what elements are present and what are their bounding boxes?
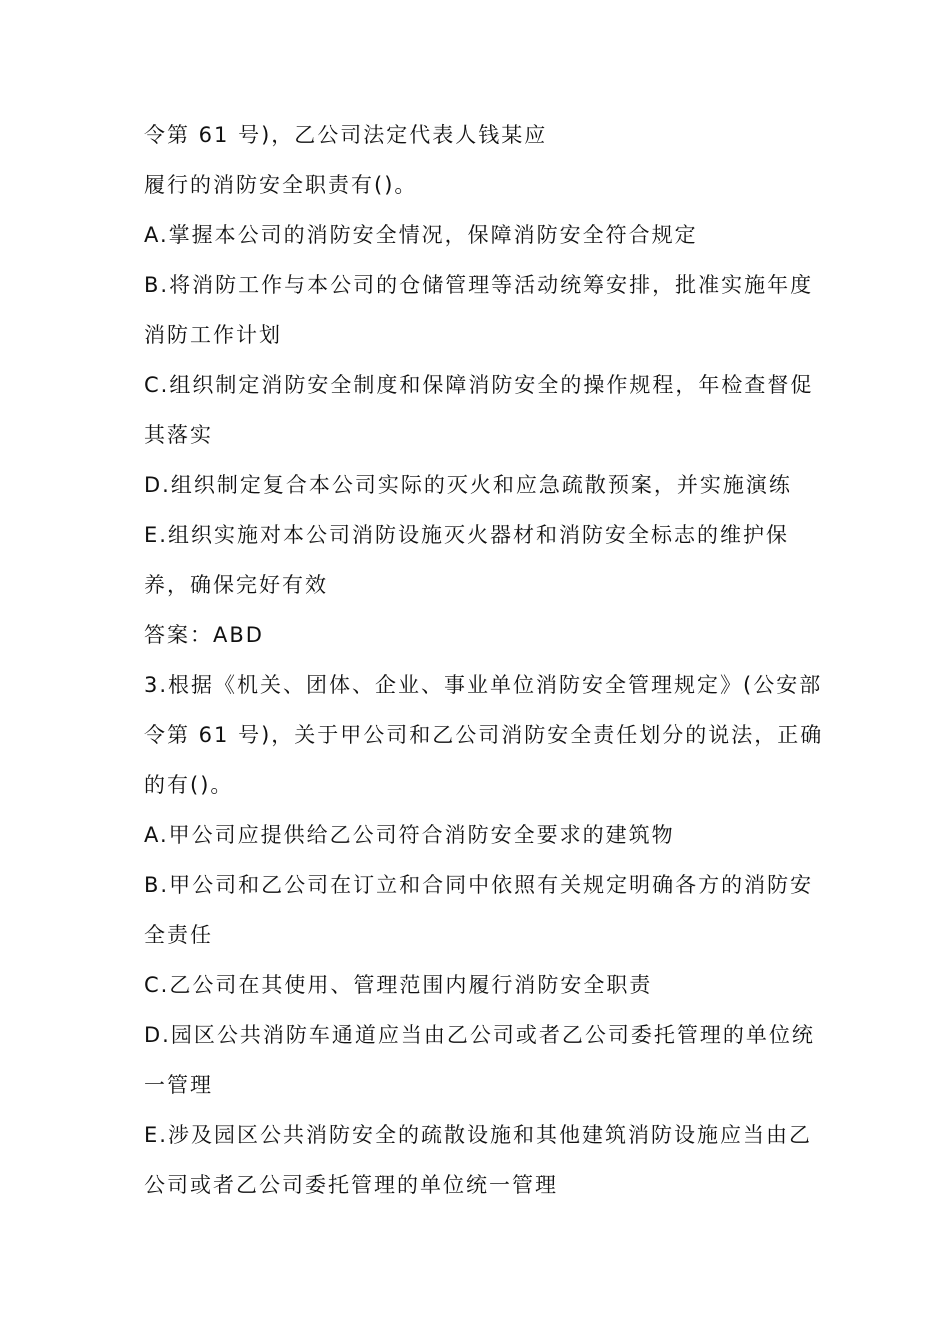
option-c: C.乙公司在其使用、管理范围内履行消防安全职责: [144, 973, 653, 997]
text-line: 履行的消防安全职责有()。: [144, 173, 418, 197]
option-d: D.组织制定复合本公司实际的灭火和应急疏散预案，并实施演练: [144, 473, 792, 497]
text-line: 其落实: [144, 423, 213, 447]
option-d: D.园区公共消防车通道应当由乙公司或者乙公司委托管理的单位统: [144, 1023, 815, 1047]
text-line: 公司或者乙公司委托管理的单位统一管理: [144, 1173, 558, 1197]
answer-line: 答案：ABD: [144, 623, 264, 647]
text-line: 的有()。: [144, 773, 234, 797]
option-e: E.涉及园区公共消防安全的疏散设施和其他建筑消防设施应当由乙: [144, 1123, 812, 1147]
text-line: 养，确保完好有效: [144, 573, 328, 597]
question-3: 3.根据《机关、团体、企业、事业单位消防安全管理规定》(公安部: [144, 673, 823, 697]
text-line: 令第 61 号)，乙公司法定代表人钱某应: [144, 123, 548, 147]
option-b: B.甲公司和乙公司在订立和合同中依照有关规定明确各方的消防安: [144, 873, 814, 897]
option-e: E.组织实施对本公司消防设施灭火器材和消防安全标志的维护保: [144, 523, 789, 547]
option-b: B.将消防工作与本公司的仓储管理等活动统筹安排，批准实施年度: [144, 273, 814, 297]
text-line: 令第 61 号)，关于甲公司和乙公司消防安全责任划分的说法，正确: [144, 723, 824, 747]
option-c: C.组织制定消防安全制度和保障消防安全的操作规程，年检查督促: [144, 373, 814, 397]
text-line: 全责任: [144, 923, 213, 947]
text-line: 一管理: [144, 1073, 213, 1097]
text-line: 消防工作计划: [144, 323, 282, 347]
option-a: A.掌握本公司的消防安全情况，保障消防安全符合规定: [144, 223, 698, 247]
option-a: A.甲公司应提供给乙公司符合消防安全要求的建筑物: [144, 823, 675, 847]
